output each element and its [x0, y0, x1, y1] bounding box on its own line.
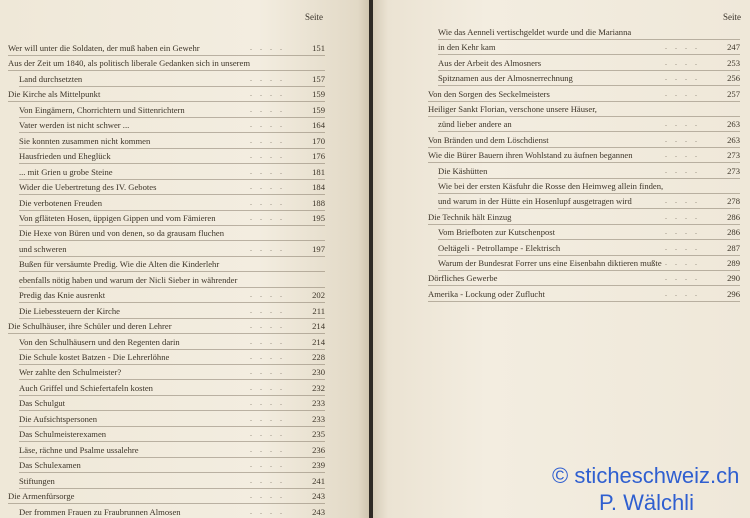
- toc-entry-title: Vater werden ist nicht schwer ...: [19, 120, 130, 131]
- left-toc-entry: [19, 335, 325, 349]
- toc-entry-page-number: 232: [312, 382, 325, 393]
- left-toc-entry: [19, 226, 325, 240]
- toc-entry-title: Wer will unter die Soldaten, der muß haben ein Gewehr: [8, 43, 200, 53]
- toc-entry-page-number: 230: [312, 367, 325, 378]
- leader-dots: . . . .: [665, 42, 700, 52]
- right-seite-header: Seite: [723, 12, 741, 22]
- toc-entry-title: Die Liebessteuern der Kirche: [19, 305, 120, 316]
- toc-entry-page-number: 233: [312, 413, 325, 424]
- toc-entry-title: Von den Sorgen des Seckelmeisters: [428, 88, 550, 99]
- toc-entry-title: Die Aufsichtspersonen: [19, 413, 98, 424]
- left-toc-entry: [19, 196, 325, 210]
- left-toc-entry: [19, 365, 325, 379]
- right-toc-entry: [428, 210, 740, 224]
- toc-entry-title: in den Kehr kam: [438, 42, 496, 53]
- toc-entry-title: Die Technik hält Einzug: [428, 211, 512, 222]
- toc-entry-page-number: 239: [312, 460, 325, 471]
- toc-entry-page-number: 290: [727, 273, 740, 284]
- toc-entry-title: Das Schulgut: [19, 398, 66, 409]
- toc-entry-page-number: 170: [312, 135, 325, 146]
- toc-entry-title: Warum der Bundesrat Forrer uns eine Eisenbahn diktieren mußte: [438, 258, 662, 268]
- toc-entry-title: Oeltägeli - Petrollampe - Elektrisch: [438, 242, 561, 253]
- watermark-line-1: © sticheschweiz.ch: [552, 463, 740, 488]
- leader-dots: . . . .: [250, 444, 285, 454]
- toc-entry-title: Das Schulmeisterexamen: [19, 429, 107, 440]
- leader-dots: . . . .: [665, 196, 700, 206]
- left-toc-entry: [19, 396, 325, 410]
- leader-dots: . . . .: [665, 150, 700, 160]
- toc-entry-title: Wie das Aenneli vertischgeldet wurde und die Marianna: [438, 27, 632, 37]
- leader-dots: . . . .: [665, 211, 700, 221]
- toc-entry-title: Stiftungen: [19, 475, 55, 486]
- leader-dots: . . . .: [250, 73, 285, 83]
- toc-entry-title: Wer zahlte den Schulmeister?: [19, 367, 122, 378]
- left-toc-entry: [19, 458, 325, 472]
- toc-entry-page-number: 197: [312, 243, 325, 254]
- leader-dots: . . . .: [665, 242, 700, 252]
- left-toc-entry: [19, 118, 325, 132]
- right-toc-entry: [438, 179, 740, 193]
- leader-dots: . . . .: [250, 43, 285, 52]
- left-toc-entry: [19, 412, 325, 426]
- leader-dots: . . . .: [250, 151, 285, 161]
- right-toc-entry: [438, 164, 740, 178]
- leader-dots: . . . .: [250, 212, 285, 222]
- left-toc-entry: [19, 211, 325, 225]
- leader-dots: . . . .: [250, 367, 285, 377]
- toc-entry-title: ... mit Grien u grobe Steine: [19, 166, 113, 177]
- left-toc-entry: [19, 273, 325, 287]
- toc-entry-title: und schweren: [19, 243, 67, 254]
- right-toc-entry: [428, 148, 740, 162]
- leader-dots: . . . .: [250, 166, 285, 176]
- leader-dots: . . . .: [250, 197, 285, 207]
- toc-entry-page-number: 236: [312, 444, 325, 455]
- left-toc-entry: [8, 56, 325, 70]
- toc-entry-page-number: 181: [312, 166, 325, 177]
- right-toc-entry: [438, 56, 740, 70]
- toc-entry-title: Predig das Knie ausrenkt: [19, 290, 106, 301]
- left-page: [0, 0, 369, 518]
- toc-entry-title: Sie konnten zusammen nicht kommen: [19, 135, 151, 146]
- toc-entry-title: Läse, rächne und Psalme ussalehre: [19, 444, 139, 455]
- left-toc-entry: [19, 149, 325, 163]
- leader-dots: . . . .: [250, 336, 285, 346]
- toc-entry-title: ebenfalls nötig haben und warum der Nicli Sieber in währender: [19, 274, 238, 285]
- leader-dots: . . . .: [250, 382, 285, 392]
- left-toc-entry: [8, 87, 325, 101]
- toc-entry-page-number: 164: [312, 120, 325, 131]
- right-toc-entry: [438, 241, 740, 255]
- leader-dots: . . . .: [250, 321, 285, 331]
- toc-entry-title: Hausfrieden und Eheglück: [19, 151, 111, 162]
- left-toc-entry: [8, 489, 325, 503]
- leader-dots: . . . .: [665, 258, 700, 267]
- toc-entry-title: Das Schulexamen: [19, 460, 81, 471]
- toc-entry-title: Die Schulhäuser, ihre Schüler und deren Lehrer: [8, 321, 172, 332]
- right-toc-entry: [428, 102, 740, 116]
- toc-entry-page-number: 157: [312, 73, 325, 84]
- left-toc-entry: [19, 350, 325, 364]
- toc-entry-page-number: 195: [312, 212, 325, 223]
- leader-dots: . . . .: [665, 288, 700, 298]
- toc-entry-page-number: 211: [312, 305, 325, 316]
- leader-dots: . . . .: [665, 134, 700, 144]
- leader-dots: . . . .: [250, 305, 285, 315]
- toc-entry-title: Die Schule kostet Batzen - Die Lehrerlöhne: [19, 352, 170, 362]
- toc-entry-page-number: 253: [727, 57, 740, 68]
- toc-entry-title: Die verbotenen Freuden: [19, 197, 103, 208]
- toc-entry-title: und warum in der Hütte ein Hosenlupf ausgetragen wird: [438, 196, 632, 207]
- left-toc-entry: [19, 304, 325, 318]
- toc-entry-page-number: 263: [727, 119, 740, 130]
- toc-entry-title: Bußen für versäumte Predig. Wie die Alten die Kinderlehr: [19, 259, 220, 270]
- left-toc-entry: [19, 288, 325, 302]
- leader-dots: . . . .: [250, 120, 285, 130]
- leader-dots: . . . .: [665, 57, 700, 67]
- leader-dots: . . . .: [665, 73, 700, 83]
- leader-dots: . . . .: [250, 460, 285, 470]
- toc-entry-page-number: 289: [727, 258, 740, 268]
- toc-entry-page-number: 202: [312, 290, 325, 301]
- left-toc-entry: [8, 41, 325, 55]
- toc-entry-page-number: 228: [312, 352, 325, 362]
- leader-dots: . . . .: [250, 352, 285, 361]
- toc-entry-title: Von den Schulhäusern und den Regenten darin: [19, 336, 180, 347]
- right-toc-entry: [438, 194, 740, 208]
- toc-entry-title: Wie bei der ersten Käsfuhr die Rosse den Heimweg allein finden,: [438, 181, 664, 191]
- toc-entry-title: Von Bränden und dem Löschdienst: [428, 134, 549, 145]
- right-toc-entry: [438, 256, 740, 270]
- toc-entry-title: Die Armenfürsorge: [8, 491, 75, 502]
- left-toc-entry: [19, 134, 325, 148]
- toc-row-rule: [428, 301, 740, 302]
- toc-entry-page-number: 235: [312, 429, 325, 440]
- toc-entry-page-number: 188: [312, 197, 325, 208]
- toc-entry-page-number: 247: [727, 42, 740, 53]
- left-toc-entry: [19, 72, 325, 86]
- toc-entry-page-number: 286: [727, 211, 740, 222]
- toc-entry-title: Aus der Arbeit des Almosners: [438, 57, 542, 68]
- leader-dots: . . . .: [250, 506, 285, 516]
- left-toc-entry: [19, 505, 325, 518]
- toc-entry-title: Spitznamen aus der Almosnerrechnung: [438, 73, 573, 84]
- watermark: [552, 462, 750, 516]
- left-toc-entry: [19, 443, 325, 457]
- leader-dots: . . . .: [250, 398, 285, 408]
- leader-dots: . . . .: [665, 227, 700, 237]
- toc-entry-title: Amerika - Lockung oder Zuflucht: [428, 288, 545, 299]
- leader-dots: . . . .: [250, 491, 285, 501]
- left-toc-entry: [19, 427, 325, 441]
- toc-entry-page-number: 256: [727, 73, 740, 84]
- toc-entry-title: Die Käshütten: [438, 165, 488, 176]
- leader-dots: . . . .: [250, 290, 285, 300]
- leader-dots: . . . .: [250, 104, 285, 114]
- right-toc-entry: [428, 87, 740, 101]
- right-toc-entry: [428, 287, 740, 301]
- leader-dots: . . . .: [250, 429, 285, 439]
- toc-entry-page-number: 176: [312, 151, 325, 162]
- right-toc-entry: [428, 271, 740, 285]
- toc-entry-title: Aus der Zeit um 1840, als politisch liberale Gedanken sich in unserem: [8, 58, 250, 69]
- leader-dots: . . . .: [250, 182, 285, 192]
- toc-entry-page-number: 151: [312, 43, 325, 53]
- toc-entry-page-number: 243: [312, 506, 325, 517]
- leader-dots: . . . .: [250, 89, 285, 99]
- right-toc-entry: [438, 225, 740, 239]
- toc-entry-page-number: 243: [312, 491, 325, 502]
- left-toc-entry: [19, 242, 325, 256]
- toc-entry-title: Wie die Bürer Bauern ihren Wohlstand zu äufnen begannen: [428, 150, 633, 161]
- left-toc-entry: [8, 319, 325, 333]
- right-toc-entry: [428, 133, 740, 147]
- left-seite-header: Seite: [305, 12, 323, 22]
- right-toc-entry: [438, 117, 740, 131]
- left-toc-entry: [19, 103, 325, 117]
- toc-entry-page-number: 286: [727, 227, 740, 238]
- toc-entry-page-number: 263: [727, 134, 740, 145]
- toc-entry-title: Dörfliches Gewerbe: [428, 273, 498, 284]
- leader-dots: . . . .: [250, 135, 285, 145]
- right-toc-entry: [438, 71, 740, 85]
- toc-entry-page-number: 184: [312, 182, 325, 193]
- toc-entry-title: Von Eingämern, Chorrichtern und Sittenrichtern: [19, 104, 185, 115]
- toc-entry-page-number: 159: [312, 89, 325, 100]
- toc-entry-title: Heiliger Sankt Florian, verschone unsere Häuser,: [428, 104, 597, 114]
- toc-entry-title: zünd lieber andere an: [438, 119, 512, 130]
- watermark-line-2: P. Wälchli: [599, 490, 694, 515]
- toc-entry-page-number: 273: [727, 150, 740, 161]
- leader-dots: . . . .: [665, 119, 700, 129]
- leader-dots: . . . .: [250, 243, 285, 253]
- toc-entry-title: Die Hexe von Büren und von denen, so da grausam fluchen: [19, 228, 224, 239]
- toc-entry-page-number: 296: [727, 288, 740, 299]
- right-toc-entry: [438, 25, 740, 39]
- toc-entry-page-number: 233: [312, 398, 325, 409]
- toc-entry-page-number: 273: [727, 165, 740, 176]
- toc-entry-page-number: 257: [727, 88, 740, 99]
- right-page: [373, 0, 750, 518]
- leader-dots: . . . .: [250, 475, 285, 485]
- toc-entry-title: Auch Griffel und Schiefertafeln kosten: [19, 382, 153, 393]
- toc-entry-title: Der frommen Frauen zu Fraubrunnen Almosen: [19, 506, 181, 517]
- toc-entry-page-number: 214: [312, 336, 325, 347]
- toc-entry-title: Von gfläteten Hosen, üppigen Gippen und vom Fämieren: [19, 212, 216, 223]
- left-toc-entry: [19, 180, 325, 194]
- toc-entry-title: Land durchsetzten: [19, 73, 83, 84]
- left-toc-entry: [19, 257, 325, 271]
- left-toc-entry: [19, 474, 325, 488]
- left-toc-entry: [19, 165, 325, 179]
- toc-entry-title: Wider die Uebertretung des IV. Gebotes: [19, 182, 157, 193]
- toc-entry-title: Die Kirche als Mittelpunkt: [8, 89, 101, 100]
- leader-dots: . . . .: [665, 273, 700, 283]
- left-toc-entry: [19, 381, 325, 395]
- leader-dots: . . . .: [665, 165, 700, 175]
- toc-entry-page-number: 287: [727, 242, 740, 253]
- right-toc-entry: [438, 40, 740, 54]
- toc-entry-title: Vom Briefboten zur Kutschenpost: [438, 227, 556, 238]
- leader-dots: . . . .: [665, 88, 700, 98]
- toc-entry-page-number: 241: [312, 475, 325, 486]
- leader-dots: . . . .: [250, 413, 285, 423]
- toc-entry-page-number: 159: [312, 104, 325, 115]
- toc-entry-page-number: 278: [727, 196, 740, 207]
- toc-entry-page-number: 214: [312, 321, 325, 332]
